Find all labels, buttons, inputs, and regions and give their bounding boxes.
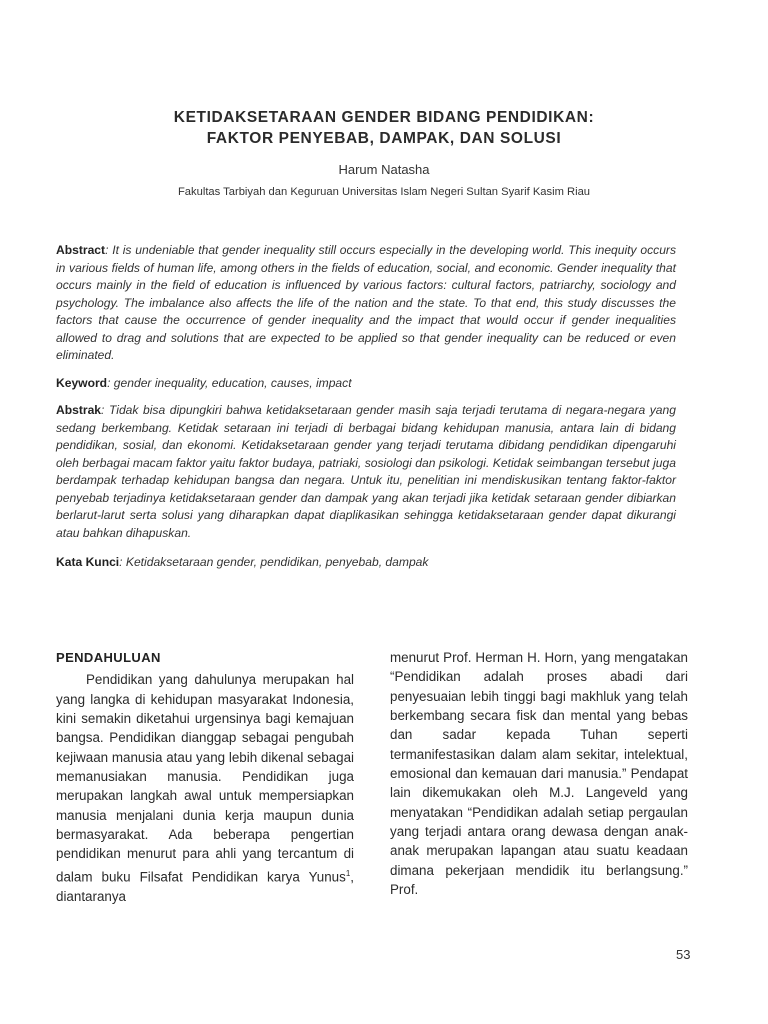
body-paragraph-left-tail: , diantaranya <box>56 869 354 904</box>
abstract-indonesian-text: : Tidak bisa dipungkiri bahwa ketidaksetaraan gender masih saja terjadi terutama di negara-negara yang sedang berkembang. Ketidak setaraan ini terjadi di berbagai bidang kehidupan manusia, antara lain di bidang pendidikan, sosial, dan ekonomi. Ketidaksetaraan gender yang terjadi terutama dibidang pendidikan dipengaruhi oleh berbagai macam faktor yaitu faktor budaya, patriaki, sosiologi dan psikologi. Ketidak seimbangan tersebut juga berdampak terhadap kehidupan bangsa dan negara. Untuk itu, penelitian ini mendiskusikan tentang faktor-faktor penyebab terjadinya ketidaksetaraan gender dan dampak yang akan terjadi jika ketidak setaraan gender dibiarkan berlarut-larut serta solusi yang diharapkan dapat diaplikasikan sehingga ketidaksetaraan gender dapat dikurangi atau bahkan dihapuskan. <box>56 403 676 540</box>
title-line-1: KETIDAKSETARAAN GENDER BIDANG PENDIDIKAN: <box>173 109 595 126</box>
title-line-2: FAKTOR PENYEBAB, DAMPAK, DAN SOLUSI <box>206 130 562 147</box>
abstract-english <box>56 242 676 365</box>
abstract-english-label: Abstract <box>56 243 106 257</box>
body-paragraph-right: menurut Prof. Herman H. Horn, yang mengatakan “Pendidikan adalah proses abadi dari penyesuaian lebih tinggi bagi makhluk yang telah berkembang secara fisk dan mental yang bebas dan sadar kepada Tuhan seperti termanifestasikan dalam alam sekitar, intelektual, emosional dan kemauan dari manusia.” Pendapat lain dikemukakan oleh M.J. Langeveld yang menyatakan “Pendidikan adalah setiap pergaulan yang terjadi antara orang dewasa dengan anak-anak merupakan lapangan atau suatu keadaan dimana pekerjaan mendidik itu berlangsung.” Prof. <box>390 650 688 898</box>
keywords-english <box>56 376 676 390</box>
body-paragraph-left-text: Pendidikan yang dahulunya merupakan hal yang langka di kehidupan masyarakat Indonesia, kini semakin diketahui urgensinya bagi kemajuan bangsa. Pendidikan dianggap sebagai pengubah kejiwaan manusia atau yang lebih dikenal sebagai memanusiakan manusia. Pendidikan juga merupakan langkah awal untuk mempersiapkan manusia menjalani dunia kerja maupun dunia bermasyarakat. Ada beberapa pengertian pendidikan menurut para ahli yang tercantum di dalam buku Filsafat Pendidikan karya Yunus <box>56 672 354 885</box>
footnote-marker[interactable]: 1 <box>345 868 351 878</box>
section-heading: PENDAHULUAN <box>56 650 161 665</box>
keywords-indonesian-label: Kata Kunci <box>56 555 120 569</box>
keywords-english-text: : gender inequality, education, causes, impact <box>107 376 352 390</box>
keywords-english-label: Keyword <box>56 376 108 390</box>
body-column-left <box>56 648 354 906</box>
keywords-indonesian-text: : Ketidaksetaraan gender, pendidikan, penyebab, dampak <box>119 555 429 569</box>
body-paragraph-left <box>56 670 354 906</box>
abstract-indonesian-label: Abstrak <box>56 403 102 417</box>
body-column-right <box>390 648 688 899</box>
author-name: Harum Natasha <box>338 162 430 177</box>
paper-title <box>60 107 708 149</box>
page-number: 53 <box>676 947 691 962</box>
abstract-english-text: : It is undeniable that gender inequality still occurs especially in the developing world. This inequity occurs in various fields of human life, among others in the fields of education, social, and economic. Gender inequality that occurs mainly in the field of education is influenced by various factors: cultural factors, patriarchy, sociology and psychology. The imbalance also affects the life of the nation and the state. To that end, this study discusses the factors that cause the occurrence of gender inequality and the impact that would occur if gender inequalities allowed to drag and solutions that are expected to be applied so that gender inequality can be reduced or even eliminated. <box>56 243 676 362</box>
abstract-indonesian <box>56 402 676 542</box>
keywords-indonesian <box>56 555 676 569</box>
author-affiliation: Fakultas Tarbiyah dan Keguruan Universitas Islam Negeri Sultan Syarif Kasim Riau <box>177 186 591 198</box>
